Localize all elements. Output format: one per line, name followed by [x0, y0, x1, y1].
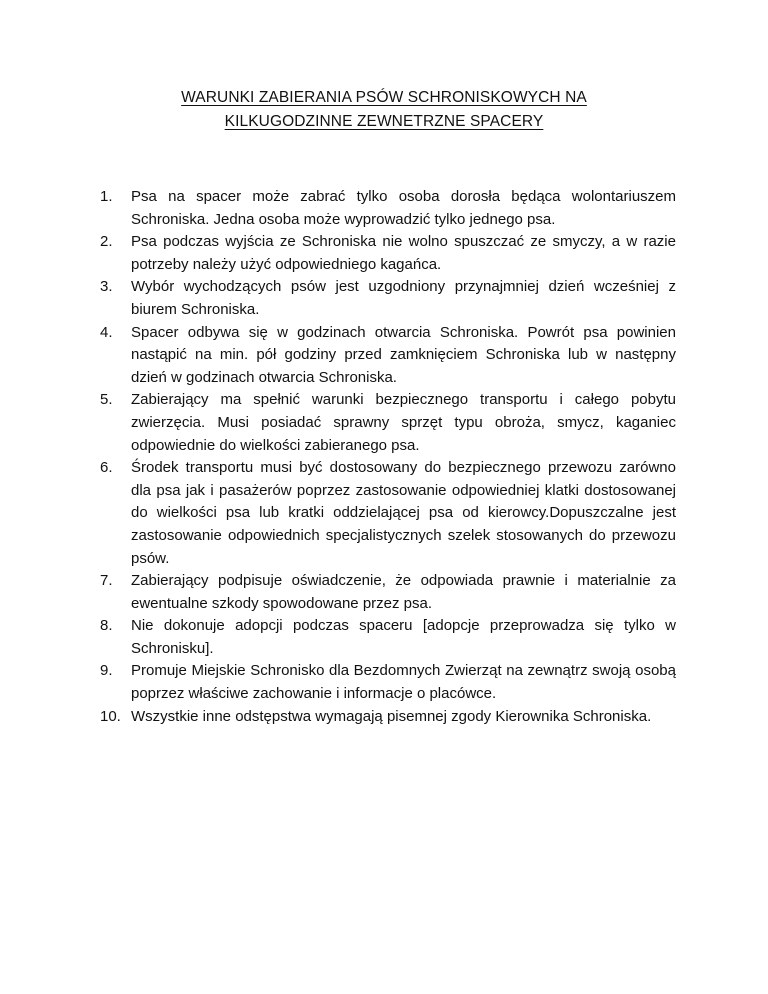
rule-item-1 — [100, 186, 676, 231]
rule-number: 1. — [100, 188, 113, 205]
title-line-2: KILKUGODZINNE ZEWNETRZNE SPACERY — [224, 113, 544, 130]
rule-text: Nie dokonuje adopcji podczas spaceru [adopcje przeprowadza się tylko w Schronisku]. — [131, 617, 676, 657]
rule-number: 8. — [100, 617, 113, 635]
rule-number: 2. — [100, 233, 113, 251]
rules-list — [100, 186, 676, 728]
rule-item-8 — [100, 615, 676, 660]
title-line-1: WARUNKI ZABIERANIA PSÓW SCHRONISKOWYCH NA — [181, 89, 587, 106]
rule-text: Środek transportu musi być dostosowany do bezpiecznego przewozu zarówno dla psa jak i pasażerów poprzez zastosowanie odpowiedniej klatki dostosowanej do wielkości psa lub kratki oddzielającej psa od kierowcy.Dopuszczalne jest zastosowanie odpowiednich specjalistycznych szelek stosowanych do przewozu psów. — [131, 459, 676, 567]
rule-item-3 — [100, 276, 676, 321]
rule-text: Zabierający podpisuje oświadczenie, że odpowiada prawnie i materialnie za ewentualne szkody spowodowane przez psa. — [131, 572, 676, 612]
rule-item-6 — [100, 457, 676, 570]
rule-text: Zabierający ma spełnić warunki bezpiecznego transportu i całego pobytu zwierzęcia. Musi posiadać sprawny sprzęt typu obroża, smycz, kaganiec odpowiednie do wielkości zabieranego psa. — [131, 391, 676, 454]
rule-number: 7. — [100, 572, 113, 590]
rule-text: Promuje Miejskie Schronisko dla Bezdomnych Zwierząt na zewnątrz swoją osobą poprzez właściwe zachowanie i informacje o placówce. — [131, 662, 676, 703]
rule-item-10 — [100, 706, 676, 729]
rule-item-9 — [100, 660, 676, 705]
rule-item-7 — [100, 570, 676, 615]
rule-number: 6. — [100, 459, 113, 477]
rule-text: Psa na spacer może zabrać tylko osoba dorosła będąca wolontariuszem Schroniska. Jedna osoba może wyprowadzić tylko jednego psa. — [131, 188, 676, 228]
rule-text: Wybór wychodzących psów jest uzgodniony przynajmniej dzień wcześniej z biurem Schroniska. — [131, 278, 676, 318]
rule-item-5 — [100, 389, 676, 457]
rule-text: Spacer odbywa się w godzinach otwarcia Schroniska. Powrót psa powinien nastąpić na min. pół godziny przed zamknięciem Schroniska lub w następny dzień w godzinach otwarcia Schroniska. — [131, 323, 676, 386]
rule-number: 10. — [100, 707, 121, 725]
rule-item-4 — [100, 322, 676, 390]
rule-number: 3. — [100, 278, 113, 296]
rule-number: 9. — [100, 662, 113, 680]
rule-text: Psa podczas wyjścia ze Schroniska nie wolno spuszczać ze smyczy, a w razie potrzeby należy użyć odpowiedniego kagańca. — [131, 233, 676, 273]
document-title — [110, 86, 658, 134]
rule-number: 5. — [100, 391, 113, 409]
rule-text: Wszystkie inne odstępstwa wymagają pisemnej zgody Kierownika Schroniska. — [131, 707, 652, 725]
rule-number: 4. — [100, 323, 113, 341]
rule-item-2 — [100, 231, 676, 276]
